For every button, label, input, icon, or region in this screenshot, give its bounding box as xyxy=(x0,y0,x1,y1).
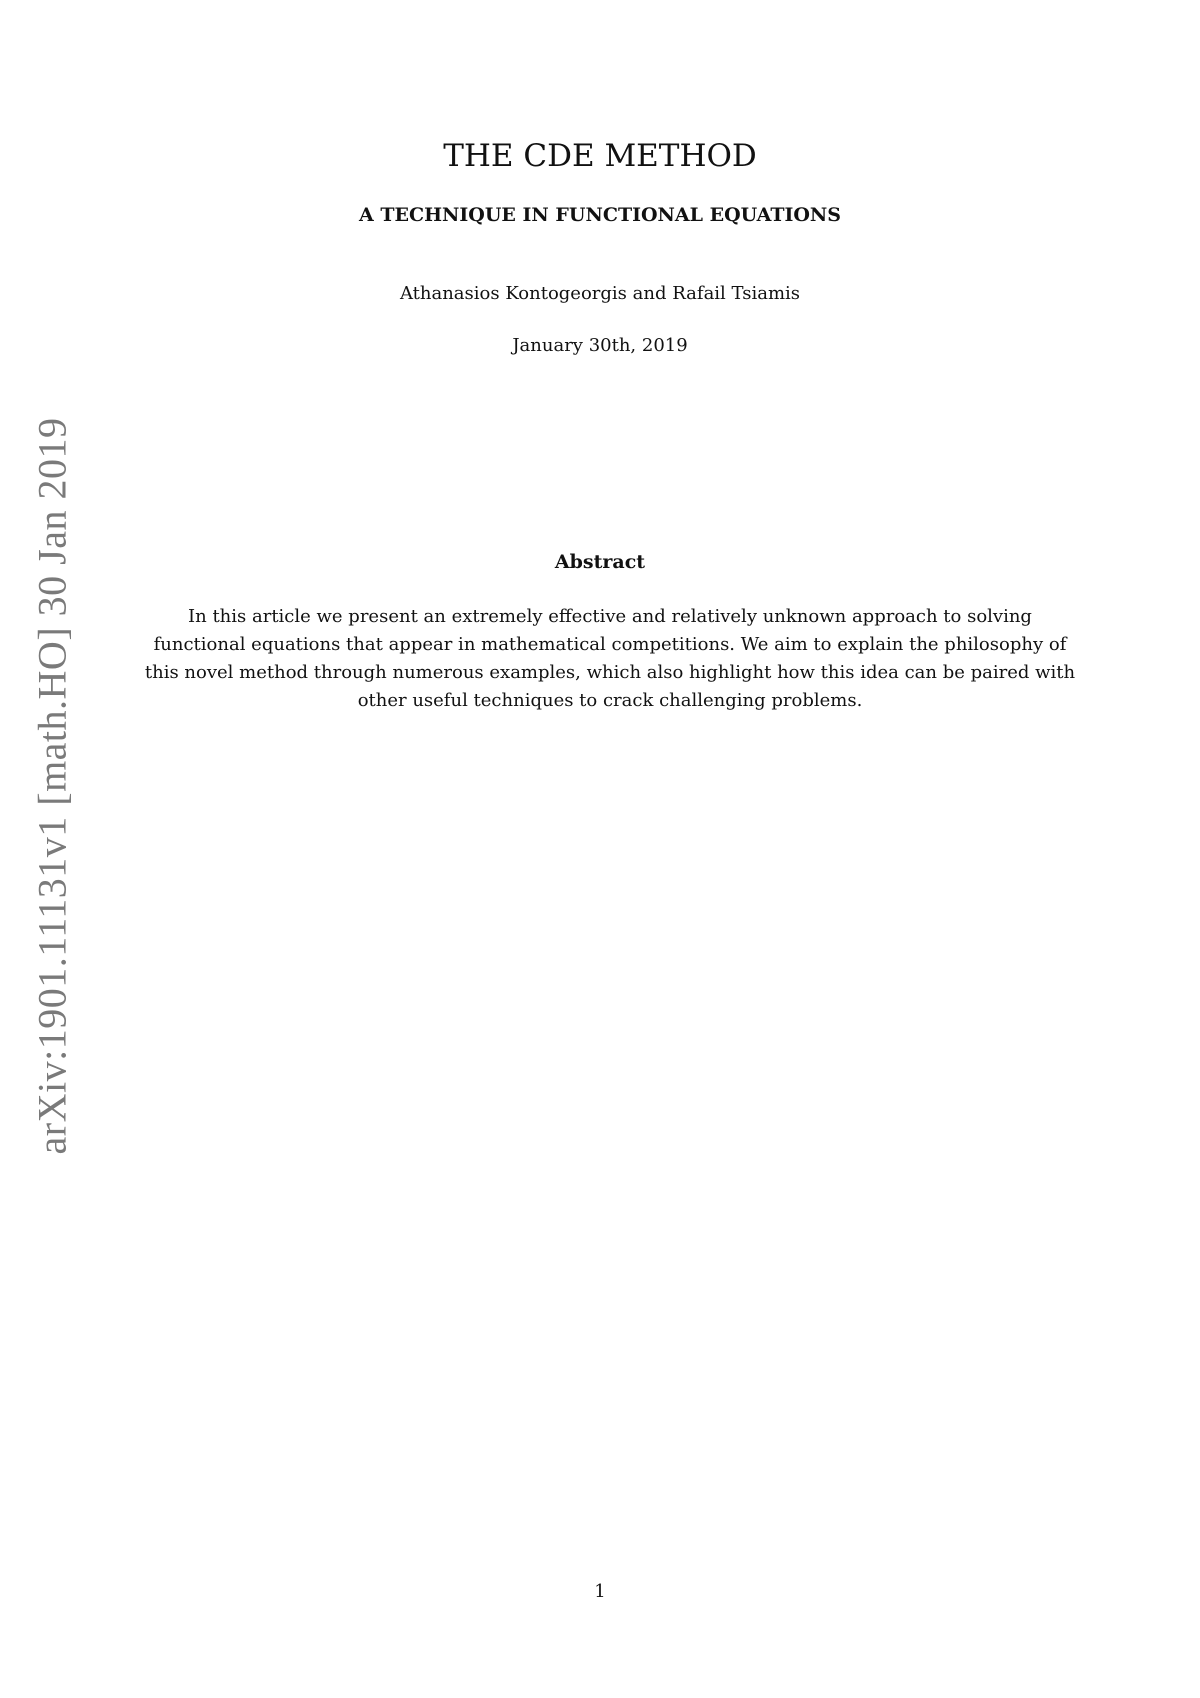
paper-date: January 30th, 2019 xyxy=(512,335,688,356)
paper-title: THE CDE METHOD xyxy=(443,138,757,174)
abstract-body: In this article we present an extremely effective and relatively unknown approach to solving functional equations that appear in mathematical competitions. We aim to explain the philosophy of this novel method through numerous examples, which also highlight how this idea can be paired with other useful techniques to crack challenging problems. xyxy=(144,606,1076,711)
page-number: 1 xyxy=(594,1581,606,1602)
arxiv-identifier-stamp: arXiv:1901.11131v1 [math.HO] 30 Jan 2019 xyxy=(29,417,75,1155)
paper-authors: Athanasios Kontogeorgis and Rafail Tsiamis xyxy=(399,283,801,304)
paper-subtitle: A TECHNIQUE IN FUNCTIONAL EQUATIONS xyxy=(359,204,841,226)
abstract-heading: Abstract xyxy=(554,551,646,573)
